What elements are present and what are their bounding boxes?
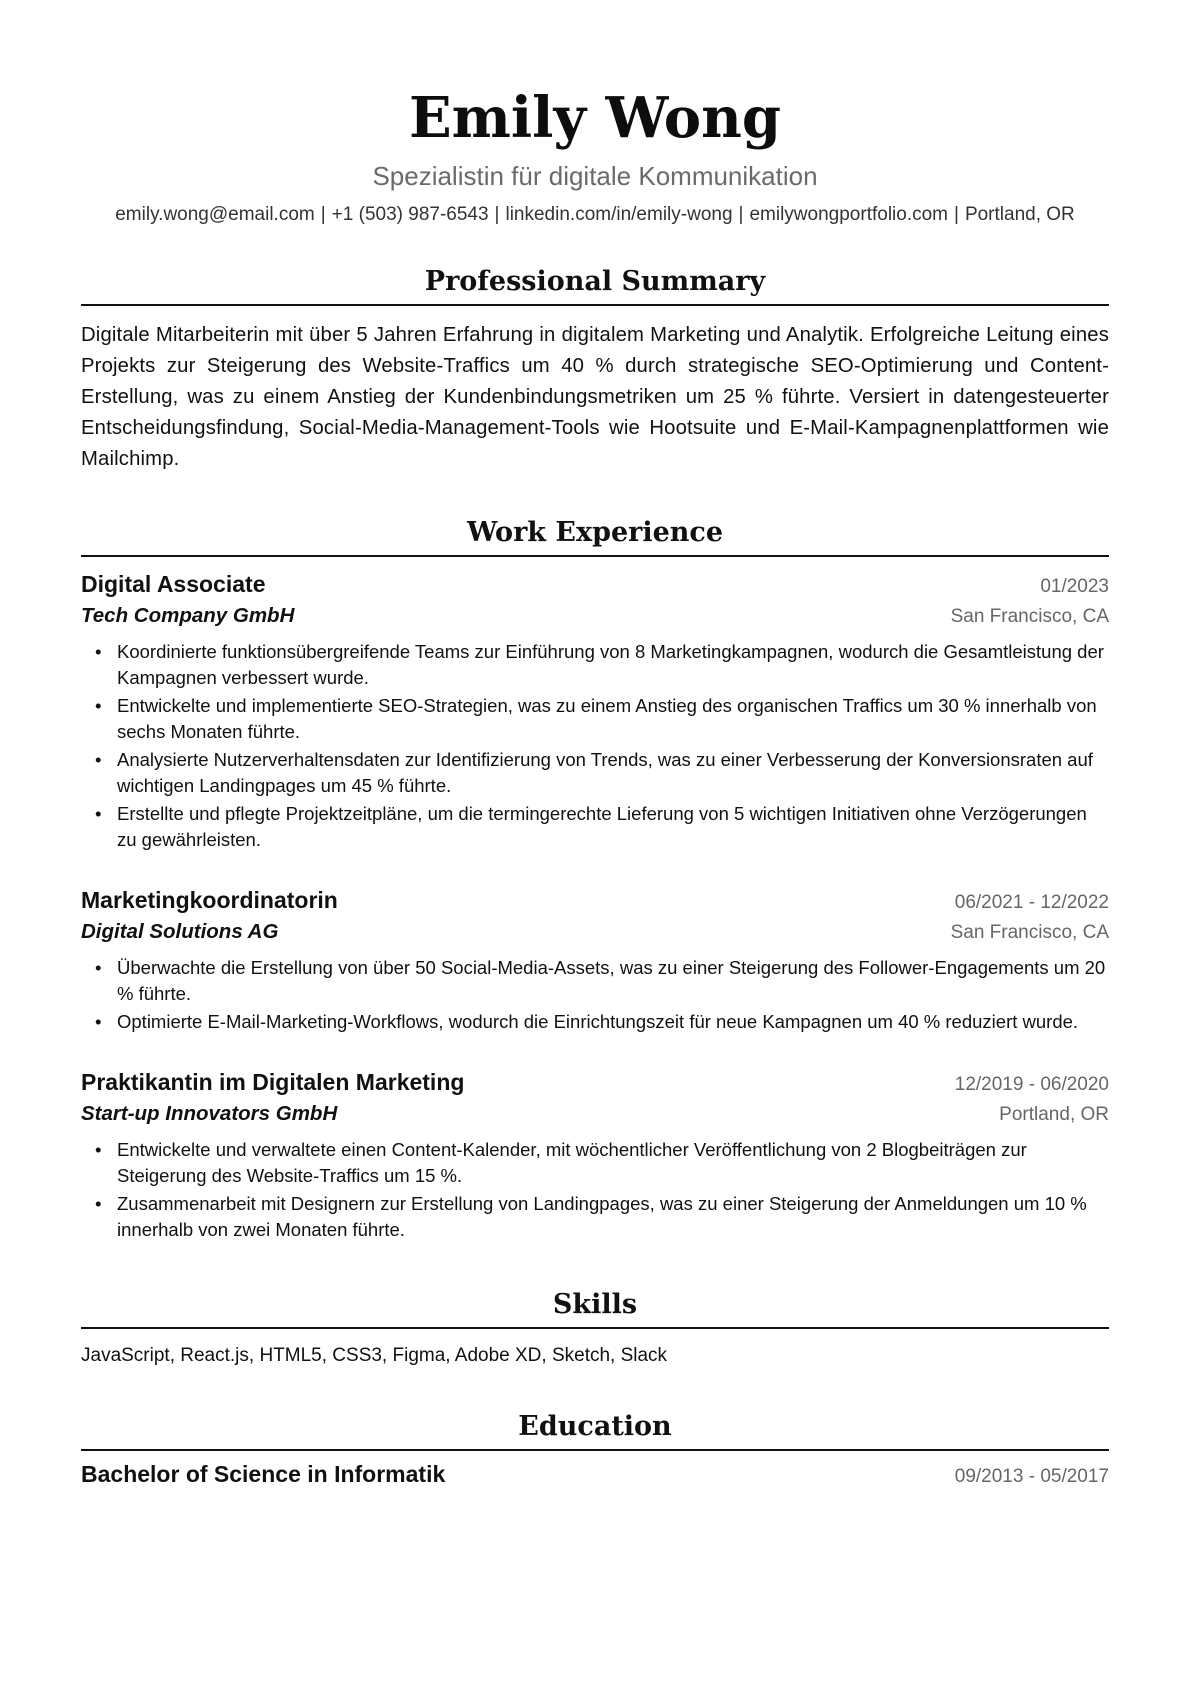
job-bullet — [81, 1009, 1109, 1035]
job-bullets — [81, 639, 1109, 853]
job-location: San Francisco, CA — [950, 922, 1109, 943]
job-company-row — [81, 601, 1109, 631]
education-row — [81, 1459, 1109, 1491]
job-title: Praktikantin im Digitalen Marketing — [81, 1069, 465, 1095]
bullet-dot: • — [95, 641, 102, 662]
job-bullets — [81, 955, 1109, 1035]
candidate-subtitle: Spezialistin für digitale Kommunikation — [372, 161, 818, 191]
skills-heading: Skills — [81, 1287, 1109, 1329]
job-title: Marketingkoordinatorin — [81, 887, 338, 913]
job-entry — [81, 1067, 1109, 1243]
job-bullets — [81, 1137, 1109, 1243]
job-bullet — [81, 1191, 1109, 1243]
skills-text: JavaScript, React.js, HTML5, CSS3, Figma, Adobe XD, Sketch, Slack — [81, 1345, 668, 1366]
job-date: 06/2021 - 12/2022 — [954, 892, 1109, 913]
bullet-dot: • — [95, 749, 102, 770]
experience-section — [81, 515, 1109, 1243]
job-bullet-text: Analysierte Nutzerverhaltensdaten zur Identifizierung von Trends, was zu einer Verbesserung der Konversionsraten auf wichtigen Landingpages um 45 % führte. — [117, 749, 1093, 796]
education-entry — [81, 1459, 1109, 1491]
experience-heading: Work Experience — [81, 515, 1109, 557]
job-company: Start-up Innovators GmbH — [81, 1102, 338, 1125]
job-date: 01/2023 — [1040, 576, 1109, 597]
contact-email[interactable]: emily.wong@email.com — [115, 204, 315, 225]
job-entry — [81, 569, 1109, 853]
job-header-row — [81, 569, 1109, 601]
summary-section — [81, 264, 1109, 475]
contact-linkedin[interactable]: linkedin.com/in/emily-wong — [505, 204, 733, 225]
job-bullet-text: Optimierte E-Mail-Marketing-Workflows, wodurch die Einrichtungszeit für neue Kampagnen um 40 % reduziert wurde. — [117, 1011, 1079, 1032]
job-bullet — [81, 801, 1109, 853]
job-bullet-text: Überwachte die Erstellung von über 50 Social-Media-Assets, was zu einer Steigerung des Follower-Engagements um 20 % führte. — [117, 957, 1106, 1004]
job-header-row — [81, 885, 1109, 917]
job-bullet-text: Zusammenarbeit mit Designern zur Erstellung von Landingpages, was zu einer Steigerung der Anmeldungen um 10 % innerhalb von zwei Monaten führte. — [117, 1193, 1087, 1240]
job-company: Digital Solutions AG — [81, 920, 279, 943]
job-bullet — [81, 747, 1109, 799]
job-bullet-text: Entwickelte und verwaltete einen Content-Kalender, mit wöchentlicher Veröffentlichung von 2 Blogbeiträgen zur Steigerung des Website-Traffics um 15 %. — [117, 1139, 1027, 1186]
contact-website[interactable]: emilywongportfolio.com — [749, 204, 948, 225]
contact-separator: | — [494, 204, 500, 225]
contact-location: Portland, OR — [964, 204, 1075, 225]
job-location: Portland, OR — [999, 1104, 1109, 1125]
job-bullet-text: Koordinierte funktionsübergreifende Teams zur Einführung von 8 Marketingkampagnen, wodurch die Gesamtleistung der Kampagnen verbessert wurde. — [117, 641, 1104, 688]
job-bullet-text: Entwickelte und implementierte SEO-Strategien, was zu einem Anstieg des organischen Traffics um 30 % innerhalb von sechs Monaten führte. — [117, 695, 1097, 742]
bullet-dot: • — [95, 1011, 102, 1032]
job-bullet — [81, 693, 1109, 745]
job-company-row — [81, 1099, 1109, 1129]
education-degree: Bachelor of Science in Informatik — [81, 1461, 446, 1487]
bullet-dot: • — [95, 695, 102, 716]
contact-separator: | — [320, 204, 326, 225]
summary-heading: Professional Summary — [81, 264, 1109, 306]
bullet-dot: • — [95, 957, 102, 978]
bullet-dot: • — [95, 1139, 102, 1160]
job-entry — [81, 885, 1109, 1035]
bullet-dot: • — [95, 1193, 102, 1214]
contact-line — [81, 202, 1109, 228]
job-company: Tech Company GmbH — [81, 604, 295, 627]
job-bullet-text: Erstellte und pflegte Projektzeitpläne, um die termingerechte Lieferung von 5 wichtigen Initiativen ohne Verzögerungen zu gewährleisten. — [117, 803, 1087, 850]
candidate-name: Emily Wong — [408, 85, 782, 151]
contact-phone[interactable]: +1 (503) 987-6543 — [331, 204, 489, 225]
job-company-row — [81, 917, 1109, 947]
job-location: San Francisco, CA — [950, 606, 1109, 627]
job-bullet — [81, 955, 1109, 1007]
bullet-dot: • — [95, 803, 102, 824]
job-date: 12/2019 - 06/2020 — [954, 1074, 1109, 1095]
job-bullet — [81, 1137, 1109, 1189]
education-heading: Education — [81, 1409, 1109, 1451]
contact-separator: | — [954, 204, 959, 225]
resume-header — [81, 0, 1109, 228]
skills-section — [81, 1287, 1109, 1369]
education-section — [81, 1409, 1109, 1491]
education-date: 09/2013 - 05/2017 — [954, 1466, 1109, 1487]
job-title: Digital Associate — [81, 571, 266, 597]
job-header-row — [81, 1067, 1109, 1099]
summary-text: Digitale Mitarbeiterin mit über 5 Jahren Erfahrung in digitalem Marketing und Analytik. Erfolgreiche Leitung eines Projekts zur Steigerung des Website-Traffics um 40 % durch strategische SEO-Optimierung und Content-Erstellung, was zu einem Anstieg der Kundenbindungsmetriken um 25 % führte. Versiert in datengesteuerter Entscheidungsfindung, Social-Media-Management-Tools wie Hootsuite und E-Mail-Kampagnenplattformen wie Mailchimp. — [81, 324, 1109, 470]
contact-separator: | — [738, 204, 744, 225]
job-bullet — [81, 639, 1109, 691]
